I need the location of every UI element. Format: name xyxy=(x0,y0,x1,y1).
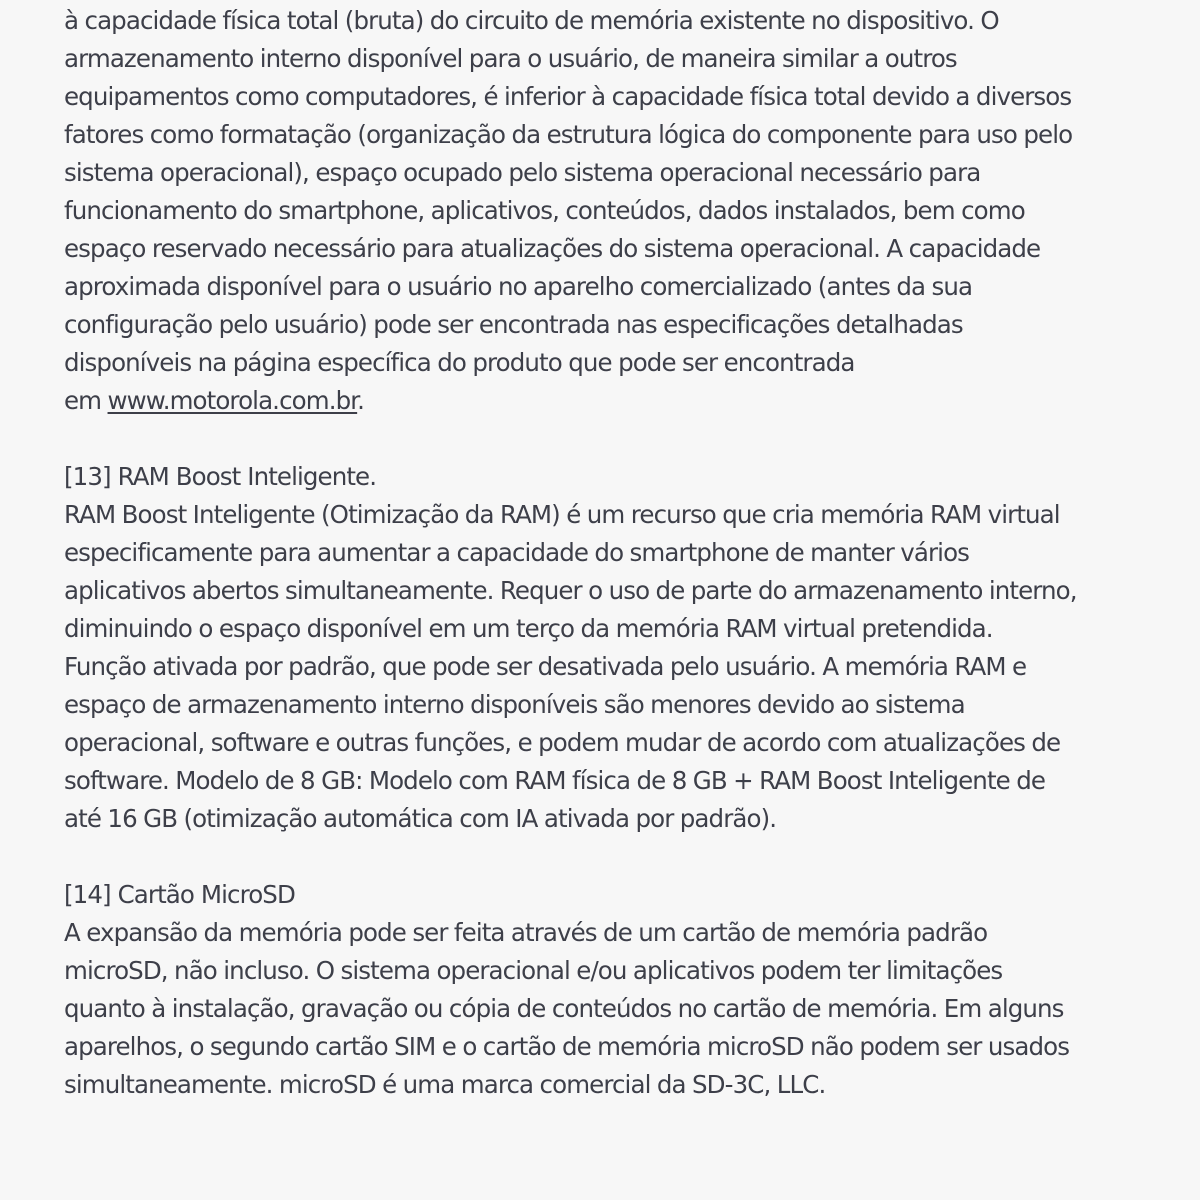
text-line: aproximada disponível para o usuário no aparelho comercializado (antes da sua xyxy=(64,272,973,301)
text-line: fatores como formatação (organização da estrutura lógica do componente para uso pelo xyxy=(64,120,1073,149)
text-line: espaço de armazenamento interno disponíveis são menores devido ao sistema xyxy=(64,690,965,719)
note-14 xyxy=(64,876,1144,1104)
text-line: à capacidade física total (bruta) do circuito de memória existente no dispositivo. O xyxy=(64,6,999,35)
text-line: armazenamento interno disponível para o usuário, de maneira similar a outros xyxy=(64,44,957,73)
text-line: simultaneamente. microSD é uma marca comercial da SD-3C, LLC. xyxy=(64,1070,826,1099)
link-prefix: em xyxy=(64,386,108,415)
text-line: operacional, software e outras funções, e podem mudar de acordo com atualizações de xyxy=(64,728,1061,757)
note-13-title: [13] RAM Boost Inteligente. xyxy=(64,462,377,491)
text-line: aplicativos abertos simultaneamente. Requer o uso de parte do armazenamento interno, xyxy=(64,576,1077,605)
text-line: equipamentos como computadores, é inferior à capacidade física total devido a diversos xyxy=(64,82,1072,111)
footnotes-section xyxy=(64,2,1144,1104)
text-line: software. Modelo de 8 GB: Modelo com RAM física de 8 GB + RAM Boost Inteligente de xyxy=(64,766,1046,795)
link-suffix: . xyxy=(357,386,365,415)
text-line: sistema operacional), espaço ocupado pelo sistema operacional necessário para xyxy=(64,158,981,187)
text-line-with-link xyxy=(64,382,1144,420)
storage-note-paragraph xyxy=(64,2,1144,420)
text-line: diminuindo o espaço disponível em um terço da memória RAM virtual pretendida. xyxy=(64,614,993,643)
spacer xyxy=(64,420,1144,458)
text-line: quanto à instalação, gravação ou cópia de conteúdos no cartão de memória. Em alguns xyxy=(64,994,1064,1023)
text-line: disponíveis na página específica do produto que pode ser encontrada xyxy=(64,348,855,377)
note-14-title: [14] Cartão MicroSD xyxy=(64,880,295,909)
motorola-website-link[interactable]: www.motorola.com.br xyxy=(107,386,358,415)
text-line: aparelhos, o segundo cartão SIM e o cartão de memória microSD não podem ser usados xyxy=(64,1032,1070,1061)
note-13 xyxy=(64,458,1144,838)
text-line: RAM Boost Inteligente (Otimização da RAM) é um recurso que cria memória RAM virtual xyxy=(64,500,1060,529)
text-line: especificamente para aumentar a capacidade do smartphone de manter vários xyxy=(64,538,970,567)
text-line: funcionamento do smartphone, aplicativos, conteúdos, dados instalados, bem como xyxy=(64,196,1025,225)
text-line: espaço reservado necessário para atualizações do sistema operacional. A capacidade xyxy=(64,234,1041,263)
text-line: A expansão da memória pode ser feita através de um cartão de memória padrão xyxy=(64,918,988,947)
spacer xyxy=(64,838,1144,876)
text-line: microSD, não incluso. O sistema operacional e/ou aplicativos podem ter limitações xyxy=(64,956,1003,985)
text-line: configuração pelo usuário) pode ser encontrada nas especificações detalhadas xyxy=(64,310,963,339)
text-line: até 16 GB (otimização automática com IA ativada por padrão). xyxy=(64,804,777,833)
text-line: Função ativada por padrão, que pode ser desativada pelo usuário. A memória RAM e xyxy=(64,652,1027,681)
